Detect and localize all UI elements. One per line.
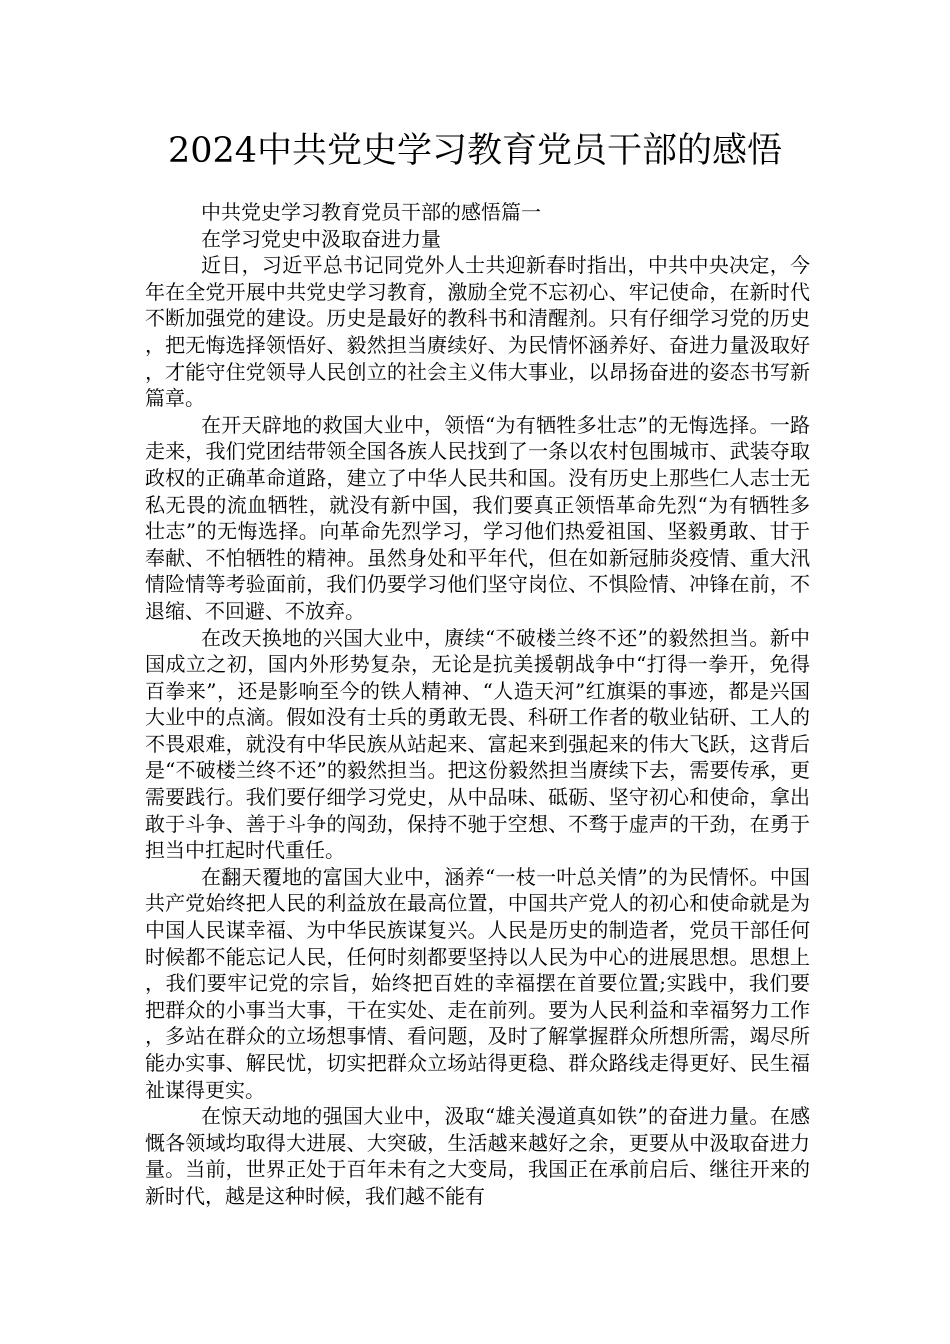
section-title: 中共党史学习教育党员干部的感悟篇一 [201,200,541,224]
paragraph: 近日，习近平总书记同党外人士共迎新春时指出，中共中央决定，今年在全党开展中共党史学习教育，激励全党不忘初心、牢记使命，在新时代不断加强党的建设。历史是最好的教科书和清醒剂。只有仔细学习党的历史，把无悔选择领悟好、毅然担当赓续好、为民情怀涵养好、奋进力量汲取好，才能守住党领导人民创立的社会主义伟大事业，以昂扬奋进的姿态书写新篇章。 [145,253,810,411]
paragraph: 在惊天动地的强国大业中，汲取“雄关漫道真如铁”的奋进力量。在感慨各领域均取得大进展、大突破，生活越来越好之余，更要从中汲取奋进力量。当前，世界正处于百年未有之大变局，我国正在承前启后、继往开来的新时代，越是这种时候，我们越不能有 [145,1104,810,1208]
paragraph: 在改天换地的兴国大业中，赓续“不破楼兰终不还”的毅然担当。新中国成立之初，国内外形势复杂，无论是抗美援朝战争中“打得一拳开，免得百拳来”，还是影响至今的铁人精神、“人造天河”红旗渠的事迹，都是兴国大业中的点滴。假如没有士兵的勇敢无畏、科研工作者的敬业钻研、工人的不畏艰难，就没有中华民族从站起来、富起来到强起来的伟大飞跃，这背后是“不破楼兰终不还”的毅然担当。把这份毅然担当赓续下去，需要传承，更需要践行。我们要仔细学习党史，从中品味、砥砺、坚守初心和使命，拿出敢于斗争、善于斗争的闯劲，保持不驰于空想、不骛于虚声的干劲，在勇于担当中扛起时代重任。 [145,625,810,863]
paragraph: 在翻天覆地的富国大业中，涵养“一枝一叶总关情”的为民情怀。中国共产党始终把人民的利益放在最高位置，中国共产党人的初心和使命就是为中国人民谋幸福、为中华民族谋复兴。人民是历史的制造者，党员干部任何时候都不能忘记人民，任何时刻都要坚持以人民为中心的进展思想。思想上，我们要牢记党的宗旨，始终把百姓的幸福摆在首要位置;实践中，我们要把群众的小事当大事，干在实处、走在前列。要为人民利益和幸福努力工作，多站在群众的立场想事情、看问题，及时了解掌握群众所想所需，竭尽所能办实事、解民忧，切实把群众立场站得更稳、群众路线走得更好、民生福祉谋得更实。 [145,864,810,1102]
paragraph: 在开天辟地的救国大业中，领悟“为有牺牲多壮志”的无悔选择。一路走来，我们党团结带领全国各族人民找到了一条以农村包围城市、武装夺取政权的正确革命道路，建立了中华人民共和国。没有历史上那些仁人志士无私无畏的流血牺牲，就没有新中国，我们要真正领悟革命先烈“为有牺牲多壮志”的无悔选择。向革命先烈学习，学习他们热爱祖国、坚毅勇敢、甘于奉献、不怕牺牲的精神。虽然身处和平年代，但在如新冠肺炎疫情、重大汛情险情等考验面前，我们仍要学习他们坚守岗位、不惧险情、冲锋在前，不退缩、不回避、不放弃。 [145,412,810,623]
section-subtitle: 在学习党史中汲取奋进力量 [201,226,441,251]
document-body [145,199,810,1210]
document-title: 2024中共党史学习教育党员干部的感悟 [167,131,783,171]
